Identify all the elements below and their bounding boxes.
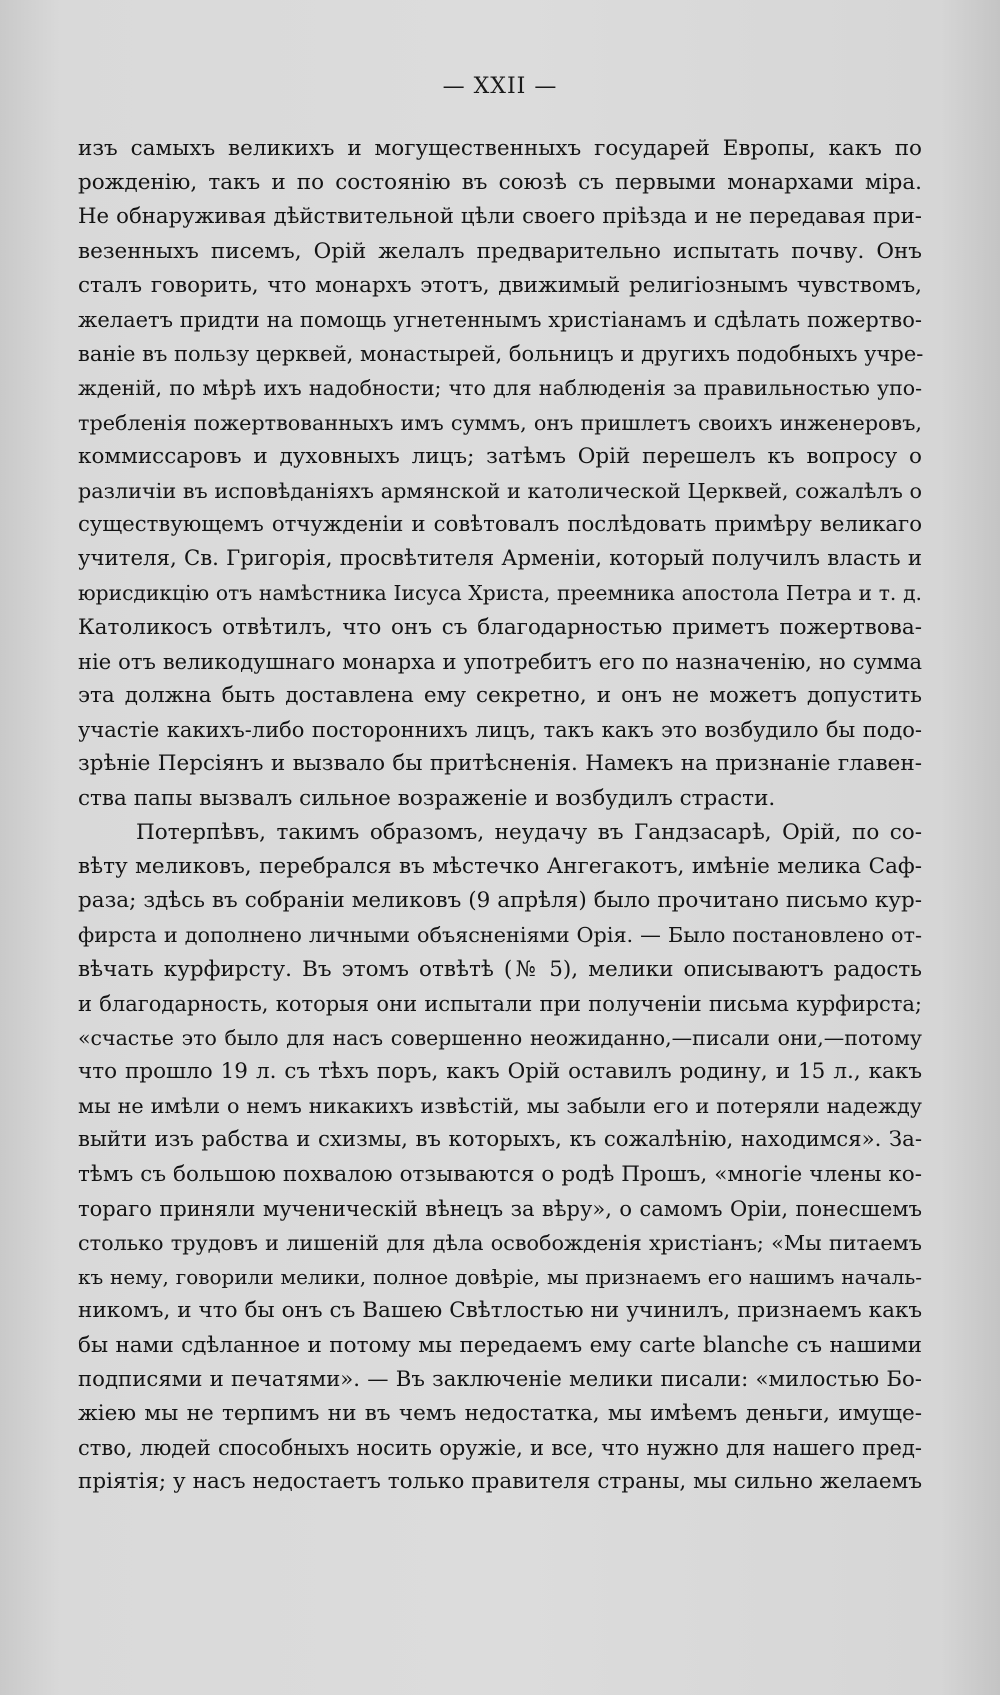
text-line: вѣту меликовъ, перебрался въ мѣстечко Ангегакотъ, имѣніе мелика Саф- xyxy=(78,853,922,879)
text-line: тѣмъ съ большою похвалою отзываются о родѣ Прошъ, «многіе члены ко- xyxy=(78,1161,922,1187)
text-line: ніе отъ великодушнаго монарха и употребитъ его по назначенію, но сумма xyxy=(78,649,922,674)
text-line: участіе какихъ-либо постороннихъ лицъ, такъ какъ это возбудило бы подо- xyxy=(78,718,922,743)
text-line: Не обнаруживая дѣйствительной цѣли своего пріѣзда и не передавая при- xyxy=(78,204,922,230)
text-line: тораго приняли мученическій вѣнецъ за вѣру», о самомъ Оріи, понесшемъ xyxy=(78,1196,922,1221)
text-line: коммиссаровъ и духовныхъ лицъ; затѣмъ Орій перешелъ къ вопросу о xyxy=(78,443,922,469)
page-number: — XXII — xyxy=(442,74,558,99)
text-line: изъ самыхъ великихъ и могущественныхъ государей Европы, какъ по xyxy=(78,136,922,161)
text-line: фирста и дополнено личными объясненіями Орія. — Было постановлено от- xyxy=(78,923,922,948)
text-line: желаетъ придти на помощь угнетеннымъ христіанамъ и сдѣлать пожертво- xyxy=(78,307,922,332)
text-line: выйти изъ рабства и схизмы, въ которыхъ, къ сожалѣнію, находимся». За- xyxy=(78,1127,922,1153)
paragraph-end-line: ства папы вызвалъ сильное возраженіе и возбудилъ страсти. xyxy=(78,785,776,811)
text-line: пріятія; у насъ недостаетъ только правителя страны, мы сильно желаемъ xyxy=(78,1469,922,1495)
text-line: ство, людей способныхъ носить оружіе, и все, что нужно для нашего пред- xyxy=(78,1436,922,1461)
text-line: «счастье это было для насъ совершенно неожиданно,—писали они,—потому xyxy=(78,1025,922,1050)
text-line: бы нами сдѣланное и потому мы передаемъ ему carte blanche съ нашими xyxy=(78,1332,922,1358)
text-line: рожденію, такъ и по состоянію въ союзѣ съ первыми монархами міра. xyxy=(78,170,922,196)
text-line: сталъ говорить, что монархъ этотъ, движимый религіознымъ чувствомъ, xyxy=(78,272,922,298)
text-line: эта должна быть доставлена ему секретно, и онъ не можетъ допустить xyxy=(78,683,922,708)
text-line: что прошло 19 л. съ тѣхъ поръ, какъ Орій оставилъ родину, и 15 л., какъ xyxy=(78,1059,922,1085)
text-line: требленія пожертвованныхъ имъ суммъ, онъ пришлетъ своихъ инженеровъ, xyxy=(78,410,922,435)
text-line: существующемъ отчужденіи и совѣтовалъ послѣдовать примѣру великаго xyxy=(78,512,922,538)
text-line: столько трудовъ и лишеній для дѣла освобожденія христіанъ; «Мы питаемъ xyxy=(78,1231,922,1255)
text-line: мы не имѣли о немъ никакихъ извѣстій, мы забыли его и потеряли надежду xyxy=(78,1094,922,1119)
body-text xyxy=(78,132,922,1500)
paragraph-start-line: Потерпѣвъ, такимъ образомъ, неудачу въ Гандзасарѣ, Орій, по со- xyxy=(136,819,922,845)
text-line: Католикосъ отвѣтилъ, что онъ съ благодарностью приметъ пожертвова- xyxy=(78,614,922,640)
text-line: зрѣніе Персіянъ и вызвало бы притѣсненія. Намекъ на признаніе главен- xyxy=(78,751,922,777)
text-line: подписями и печатями». — Въ заключеніе мелики писали: «милостью Бо- xyxy=(78,1366,922,1392)
text-line: жденій, по мѣрѣ ихъ надобности; что для наблюденія за правильностью упо- xyxy=(78,376,922,401)
text-line: учителя, Св. Григорія, просвѣтителя Арменіи, который получилъ власть и xyxy=(78,546,922,572)
text-line: никомъ, и что бы онъ съ Вашею Свѣтлостью ни учинилъ, признаемъ какъ xyxy=(78,1298,922,1324)
text-line: ваніе въ пользу церквей, монастырей, больницъ и другихъ подобныхъ учре- xyxy=(78,342,924,367)
text-line: вѣчать курфирсту. Въ этомъ отвѣтѣ (№ 5), мелики описываютъ радость xyxy=(78,956,922,982)
text-line: къ нему, говорили мелики, полное довѣріе, мы признаемъ его нашимъ началь- xyxy=(78,1265,922,1290)
text-line: и благодарность, которыя они испытали при полученіи письма курфирста; xyxy=(78,991,922,1016)
text-line: жіею мы не терпимъ ни въ чемъ недостатка, мы имѣемъ деньги, имуще- xyxy=(78,1400,922,1426)
text-line: различіи въ исповѣданіяхъ армянской и католической Церквей, сожалѣлъ о xyxy=(78,478,922,503)
text-line: везенныхъ писемъ, Орій желалъ предварительно испытать почву. Онъ xyxy=(78,238,922,264)
text-line: юрисдикцію отъ намѣстника Іисуса Христа, преемника апостола Петра и т. д. xyxy=(78,581,922,606)
text-line: раза; здѣсь въ собраніи меликовъ (9 апрѣля) было прочитано письмо кур- xyxy=(78,888,922,914)
